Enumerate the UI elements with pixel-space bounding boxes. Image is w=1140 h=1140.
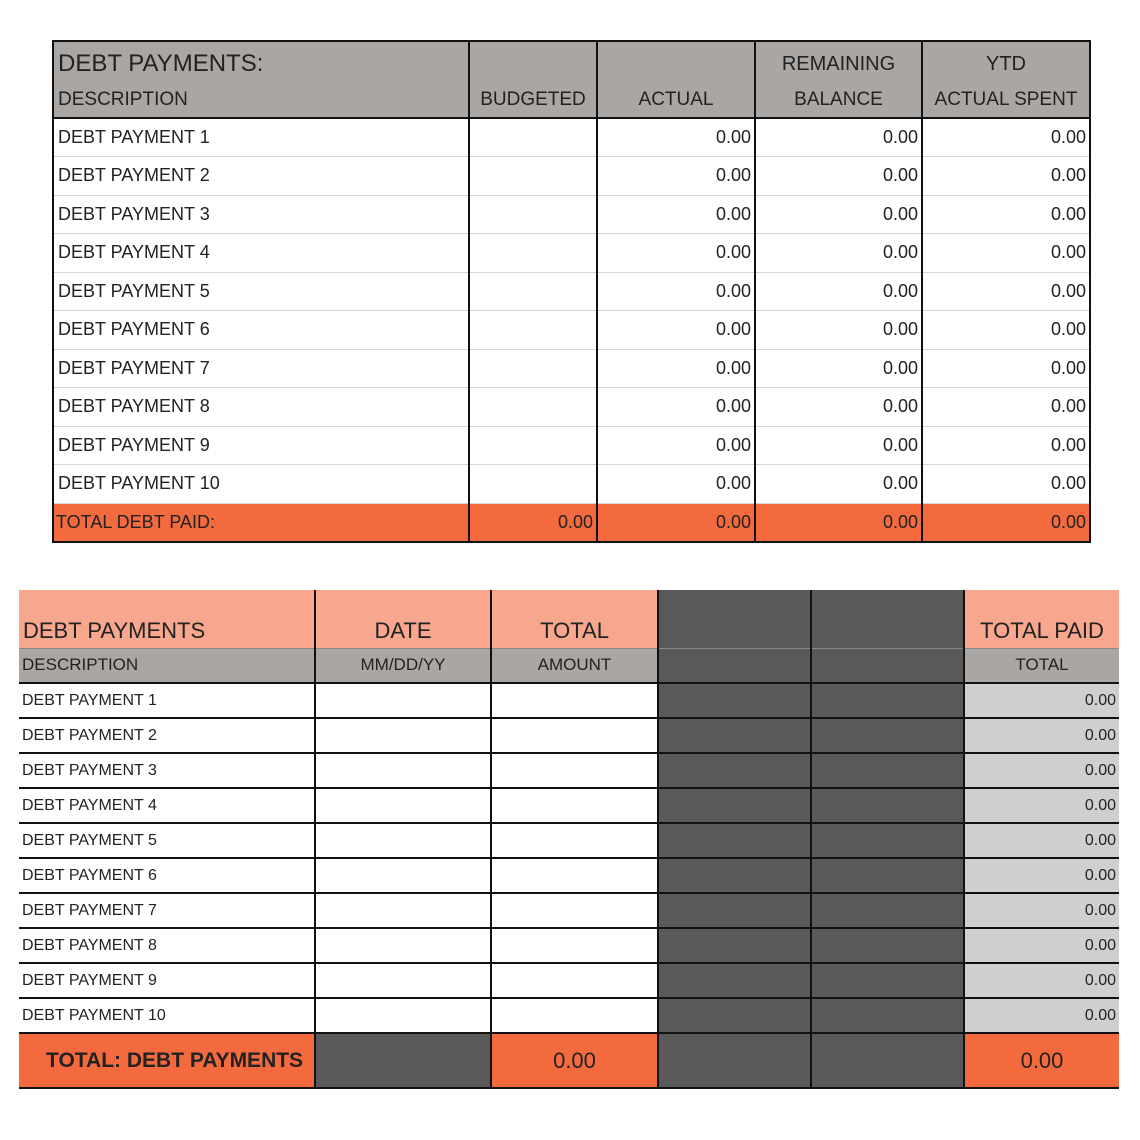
header-ytd-actual-spent: ACTUAL SPENT bbox=[922, 82, 1090, 118]
balance-cell[interactable]: 0.00 bbox=[755, 157, 922, 196]
row-label: DEBT PAYMENT 8 bbox=[53, 388, 469, 427]
actual-cell[interactable]: 0.00 bbox=[597, 272, 755, 311]
dark-block bbox=[811, 998, 964, 1033]
row-label: DEBT PAYMENT 1 bbox=[19, 683, 315, 718]
ytd-cell[interactable]: 0.00 bbox=[922, 349, 1090, 388]
table-row bbox=[19, 718, 1119, 753]
balance-cell[interactable]: 0.00 bbox=[755, 349, 922, 388]
table-row bbox=[19, 858, 1119, 893]
total-amount[interactable]: 0.00 bbox=[491, 1033, 658, 1088]
dark-block bbox=[658, 998, 811, 1033]
amount-cell[interactable] bbox=[491, 753, 658, 788]
row-label: DEBT PAYMENT 5 bbox=[53, 272, 469, 311]
total-budgeted[interactable]: 0.00 bbox=[469, 503, 597, 542]
row-label: DEBT PAYMENT 7 bbox=[19, 893, 315, 928]
total-row bbox=[53, 503, 1090, 542]
budgeted-cell[interactable] bbox=[469, 349, 597, 388]
header-balance: BALANCE bbox=[755, 82, 922, 118]
dark-block bbox=[811, 1033, 964, 1088]
dark-block bbox=[811, 858, 964, 893]
actual-cell[interactable]: 0.00 bbox=[597, 426, 755, 465]
dark-block bbox=[658, 858, 811, 893]
date-cell[interactable] bbox=[315, 963, 491, 998]
balance-cell[interactable]: 0.00 bbox=[755, 311, 922, 350]
actual-cell[interactable]: 0.00 bbox=[597, 465, 755, 504]
header-row bbox=[19, 648, 1119, 683]
amount-cell[interactable] bbox=[491, 928, 658, 963]
table-row bbox=[53, 465, 1090, 504]
dark-block bbox=[658, 788, 811, 823]
paid-total-cell[interactable]: 0.00 bbox=[964, 753, 1119, 788]
row-label: DEBT PAYMENT 10 bbox=[53, 465, 469, 504]
budgeted-cell[interactable] bbox=[469, 426, 597, 465]
ytd-cell[interactable]: 0.00 bbox=[922, 388, 1090, 427]
row-label: DEBT PAYMENT 7 bbox=[53, 349, 469, 388]
row-label: DEBT PAYMENT 1 bbox=[53, 118, 469, 157]
actual-cell[interactable]: 0.00 bbox=[597, 118, 755, 157]
header-description: DESCRIPTION bbox=[19, 648, 315, 683]
dark-block bbox=[658, 718, 811, 753]
header-top-ytd: YTD bbox=[922, 41, 1090, 82]
row-label: DEBT PAYMENT 6 bbox=[19, 858, 315, 893]
budgeted-cell[interactable] bbox=[469, 234, 597, 273]
budgeted-cell[interactable] bbox=[469, 118, 597, 157]
total-balance[interactable]: 0.00 bbox=[755, 503, 922, 542]
row-label: DEBT PAYMENT 2 bbox=[19, 718, 315, 753]
dark-block bbox=[811, 648, 964, 683]
actual-cell[interactable]: 0.00 bbox=[597, 349, 755, 388]
table-row bbox=[19, 998, 1119, 1033]
budgeted-cell[interactable] bbox=[469, 311, 597, 350]
row-label: DEBT PAYMENT 2 bbox=[53, 157, 469, 196]
table-row bbox=[19, 788, 1119, 823]
total-label: TOTAL DEBT PAID: bbox=[53, 503, 469, 542]
row-label: DEBT PAYMENT 3 bbox=[53, 195, 469, 234]
header-total: TOTAL bbox=[491, 590, 658, 648]
budgeted-cell[interactable] bbox=[469, 388, 597, 427]
table-row bbox=[53, 234, 1090, 273]
table-row bbox=[53, 157, 1090, 196]
dark-block bbox=[658, 893, 811, 928]
balance-cell[interactable]: 0.00 bbox=[755, 195, 922, 234]
row-label: DEBT PAYMENT 10 bbox=[19, 998, 315, 1033]
ytd-cell[interactable]: 0.00 bbox=[922, 465, 1090, 504]
table-row bbox=[53, 388, 1090, 427]
dark-block bbox=[811, 823, 964, 858]
header-row-top bbox=[19, 590, 1119, 648]
paid-total-cell[interactable]: 0.00 bbox=[964, 893, 1119, 928]
balance-cell[interactable]: 0.00 bbox=[755, 272, 922, 311]
date-cell[interactable] bbox=[315, 858, 491, 893]
dark-block bbox=[658, 823, 811, 858]
total-actual[interactable]: 0.00 bbox=[597, 503, 755, 542]
dark-block bbox=[658, 753, 811, 788]
table-row bbox=[19, 753, 1119, 788]
dark-block bbox=[811, 683, 964, 718]
date-cell[interactable] bbox=[315, 998, 491, 1033]
dark-block bbox=[811, 788, 964, 823]
actual-cell[interactable]: 0.00 bbox=[597, 157, 755, 196]
row-label: DEBT PAYMENT 6 bbox=[53, 311, 469, 350]
actual-cell[interactable]: 0.00 bbox=[597, 234, 755, 273]
ytd-cell[interactable]: 0.00 bbox=[922, 426, 1090, 465]
header-top-balance: REMAINING bbox=[755, 41, 922, 82]
dark-block bbox=[811, 718, 964, 753]
row-label: DEBT PAYMENT 3 bbox=[19, 753, 315, 788]
table-row bbox=[19, 963, 1119, 998]
paid-total-cell[interactable]: 0.00 bbox=[964, 683, 1119, 718]
date-cell[interactable] bbox=[315, 753, 491, 788]
budgeted-cell[interactable] bbox=[469, 272, 597, 311]
header-date: DATE bbox=[315, 590, 491, 648]
paid-total-cell[interactable]: 0.00 bbox=[964, 788, 1119, 823]
table-row bbox=[53, 195, 1090, 234]
debt-payments-log-table bbox=[19, 590, 1119, 1089]
amount-cell[interactable] bbox=[491, 718, 658, 753]
dark-block bbox=[811, 893, 964, 928]
actual-cell[interactable]: 0.00 bbox=[597, 195, 755, 234]
header-top-budgeted bbox=[469, 41, 597, 82]
dark-block bbox=[811, 928, 964, 963]
balance-cell[interactable]: 0.00 bbox=[755, 118, 922, 157]
row-label: DEBT PAYMENT 5 bbox=[19, 823, 315, 858]
total-label: TOTAL: DEBT PAYMENTS bbox=[19, 1033, 315, 1088]
table-row bbox=[53, 426, 1090, 465]
dark-block bbox=[811, 590, 964, 648]
paid-total-cell[interactable]: 0.00 bbox=[964, 998, 1119, 1033]
dark-block bbox=[658, 1033, 811, 1088]
amount-cell[interactable] bbox=[491, 788, 658, 823]
table-title: DEBT PAYMENTS: bbox=[53, 41, 469, 82]
row-label: DEBT PAYMENT 8 bbox=[19, 928, 315, 963]
date-cell[interactable] bbox=[315, 683, 491, 718]
ytd-cell[interactable]: 0.00 bbox=[922, 311, 1090, 350]
table-row bbox=[53, 272, 1090, 311]
dark-block bbox=[658, 590, 811, 648]
row-label: DEBT PAYMENT 9 bbox=[19, 963, 315, 998]
amount-cell[interactable] bbox=[491, 683, 658, 718]
header-budgeted: BUDGETED bbox=[469, 82, 597, 118]
dark-block bbox=[658, 928, 811, 963]
dark-block bbox=[658, 963, 811, 998]
balance-cell[interactable]: 0.00 bbox=[755, 426, 922, 465]
header-paid-total: TOTAL bbox=[964, 648, 1119, 683]
ytd-cell[interactable]: 0.00 bbox=[922, 234, 1090, 273]
amount-cell[interactable] bbox=[491, 893, 658, 928]
header-total-paid: TOTAL PAID bbox=[964, 590, 1119, 648]
amount-cell[interactable] bbox=[491, 823, 658, 858]
dark-block bbox=[658, 683, 811, 718]
table-row bbox=[19, 928, 1119, 963]
row-label: DEBT PAYMENT 9 bbox=[53, 426, 469, 465]
header-description: DESCRIPTION bbox=[53, 82, 469, 118]
amount-cell[interactable] bbox=[491, 963, 658, 998]
dark-block bbox=[811, 963, 964, 998]
header-actual: ACTUAL bbox=[597, 82, 755, 118]
header-row-top bbox=[53, 41, 1090, 82]
debt-budget-table bbox=[52, 40, 1091, 543]
paid-total-cell[interactable]: 0.00 bbox=[964, 928, 1119, 963]
balance-cell[interactable]: 0.00 bbox=[755, 465, 922, 504]
dark-block bbox=[658, 648, 811, 683]
header-row bbox=[53, 82, 1090, 118]
row-label: DEBT PAYMENT 4 bbox=[53, 234, 469, 273]
dark-block bbox=[811, 753, 964, 788]
balance-cell[interactable]: 0.00 bbox=[755, 388, 922, 427]
total-row bbox=[19, 1033, 1119, 1088]
table-row bbox=[53, 349, 1090, 388]
date-cell[interactable] bbox=[315, 718, 491, 753]
total-ytd[interactable]: 0.00 bbox=[922, 503, 1090, 542]
table-row bbox=[19, 823, 1119, 858]
actual-cell[interactable]: 0.00 bbox=[597, 311, 755, 350]
ytd-cell[interactable]: 0.00 bbox=[922, 195, 1090, 234]
ytd-cell[interactable]: 0.00 bbox=[922, 272, 1090, 311]
header-top-actual bbox=[597, 41, 755, 82]
paid-total-cell[interactable]: 0.00 bbox=[964, 963, 1119, 998]
ytd-cell[interactable]: 0.00 bbox=[922, 118, 1090, 157]
table-row bbox=[19, 893, 1119, 928]
balance-cell[interactable]: 0.00 bbox=[755, 234, 922, 273]
header-amount: AMOUNT bbox=[491, 648, 658, 683]
paid-total-cell[interactable]: 0.00 bbox=[964, 718, 1119, 753]
table-row bbox=[19, 683, 1119, 718]
ytd-cell[interactable]: 0.00 bbox=[922, 157, 1090, 196]
date-cell[interactable] bbox=[315, 893, 491, 928]
budgeted-cell[interactable] bbox=[469, 157, 597, 196]
date-cell[interactable] bbox=[315, 823, 491, 858]
table-row bbox=[53, 118, 1090, 157]
table-title: DEBT PAYMENTS bbox=[19, 590, 315, 648]
table-row bbox=[53, 311, 1090, 350]
budgeted-cell[interactable] bbox=[469, 465, 597, 504]
date-cell[interactable] bbox=[315, 928, 491, 963]
date-cell[interactable] bbox=[315, 788, 491, 823]
amount-cell[interactable] bbox=[491, 858, 658, 893]
budgeted-cell[interactable] bbox=[469, 195, 597, 234]
dark-block bbox=[315, 1033, 491, 1088]
total-paid[interactable]: 0.00 bbox=[964, 1033, 1119, 1088]
amount-cell[interactable] bbox=[491, 998, 658, 1033]
header-date-format: MM/DD/YY bbox=[315, 648, 491, 683]
actual-cell[interactable]: 0.00 bbox=[597, 388, 755, 427]
paid-total-cell[interactable]: 0.00 bbox=[964, 858, 1119, 893]
paid-total-cell[interactable]: 0.00 bbox=[964, 823, 1119, 858]
row-label: DEBT PAYMENT 4 bbox=[19, 788, 315, 823]
